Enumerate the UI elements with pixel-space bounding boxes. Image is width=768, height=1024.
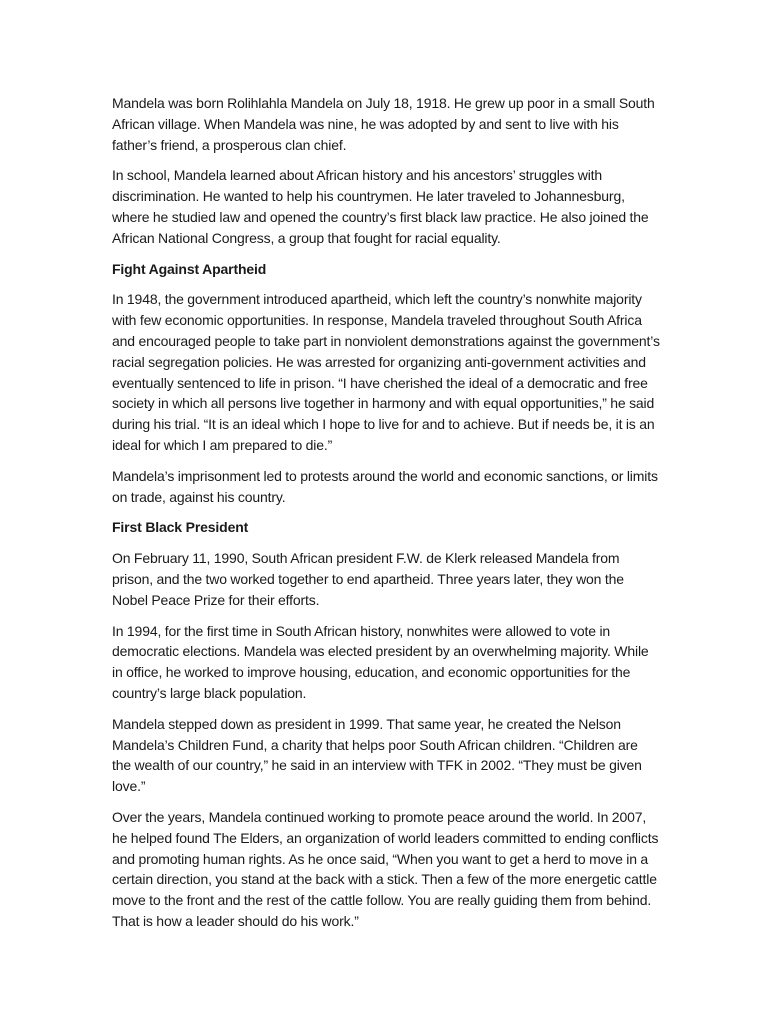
paragraph-apartheid: In 1948, the government introduced apartheid, which left the country’s nonwhite majority with few economic opportunities. In response, Mandela traveled throughout South Africa and encouraged people to take part in nonviolent demonstrations against the government’s racial segregation policies. He was arrested for organizing anti-government activities and eventually sentenced to life in prison. “I have cherished the ideal of a democratic and free society in which all persons live together in harmony and with equal opportunities,” he said during his trial. “It is an ideal which I hope to live for and to achieve. But if needs be, it is an ideal for which I am prepared to die.” — [112, 291, 660, 453]
paragraph-children-fund: Mandela stepped down as president in 1999. That same year, he created the Nelson Mandela’s Children Fund, a charity that helps poor South African children. “Children are the wealth of our country,” he said in an interview with TFK in 2002. “They must be given love.” — [112, 715, 642, 795]
paragraph-early-life: Mandela was born Rolihlahla Mandela on July 18, 1918. He grew up poor in a small South African village. When Mandela was nine, he was adopted by and sent to live with his father’s friend, a prosperous clan chief. — [112, 95, 655, 153]
section-heading-president: First Black President — [112, 519, 249, 536]
paragraph-imprisonment: Mandela’s imprisonment led to protests around the world and economic sanctions, or limits on trade, against his country. — [112, 467, 658, 505]
document-page — [112, 93, 660, 942]
paragraph-election: In 1994, for the first time in South African history, nonwhites were allowed to vote in democratic elections. Mandela was elected president by an overwhelming majority. While in office, he worked to improve housing, education, and economic opportunities for the country’s large black population. — [112, 622, 649, 701]
section-heading-apartheid: Fight Against Apartheid — [112, 260, 267, 277]
paragraph-education: In school, Mandela learned about African history and his ancestors’ struggles with discrimination. He wanted to help his countrymen. He later traveled to Johannesburg, where he studied law and opened the country’s first black law practice. He also joined the African National Congress, a group that fought for racial equality. — [112, 167, 649, 246]
paragraph-release: On February 11, 1990, South African president F.W. de Klerk released Mandela from prison, and the two worked together to end apartheid. Three years later, they won the Nobel Peace Prize for their efforts. — [112, 550, 624, 608]
paragraph-the-elders: Over the years, Mandela continued working to promote peace around the world. In 2007, he helped found The Elders, an organization of world leaders committed to ending conflicts and promoting human rights. As he once said, “When you want to get a herd to move in a certain direction, you stand at the back with a stick. Then a few of the more energetic cattle move to the front and the rest of the cattle follow. You are really guiding them from behind. That is how a leader should do his work.” — [112, 808, 659, 929]
